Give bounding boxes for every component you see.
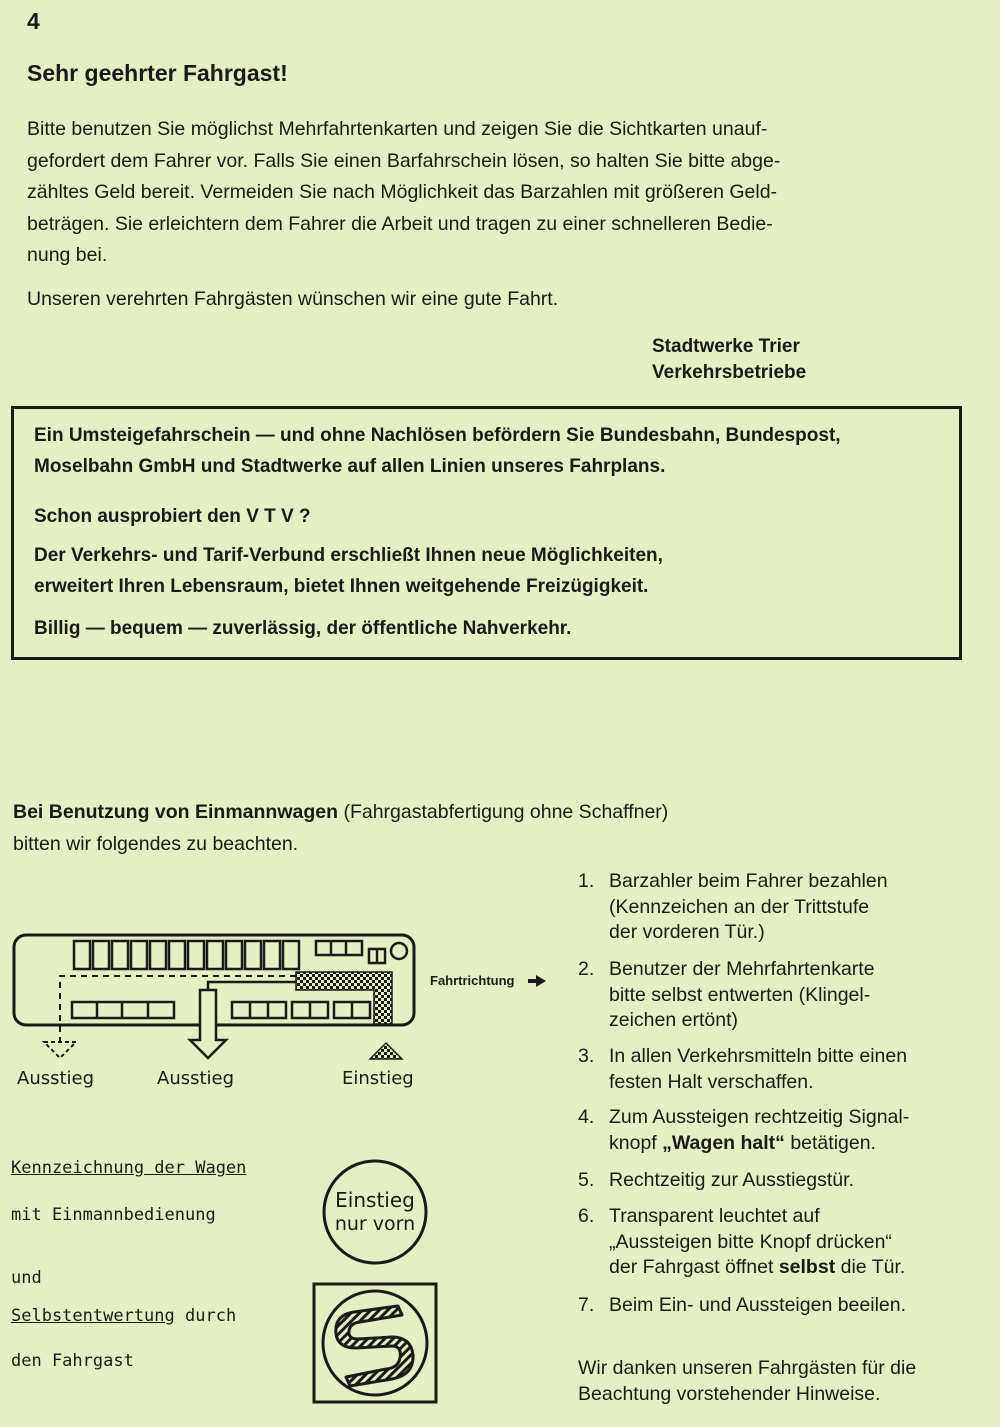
marking-line-underlined: Kennzeichnung der Wagen — [11, 1158, 247, 1178]
step-line: bitte selbst entwerten (Klingel- — [609, 983, 871, 1006]
bus-diagram — [0, 920, 570, 1105]
signature-line: Stadtwerke Trier — [652, 336, 800, 357]
intro-line: gefordert dem Fahrer vor. Falls Sie einen Barfahrschein lösen, so halten Sie bitte abge- — [27, 149, 781, 172]
section-title — [13, 796, 913, 860]
info-line: Der Verkehrs- und Tarif-Verbund erschließt Ihnen neue Möglichkeiten, — [34, 545, 663, 566]
step-line-bold: selbst — [778, 1256, 836, 1278]
step-number: 5. — [578, 1169, 595, 1191]
badge-line: nur vorn — [334, 1213, 416, 1235]
marking-line-rest: durch — [174, 1306, 237, 1326]
direction-arrow-icon — [528, 975, 546, 987]
step-number: 4. — [578, 1106, 595, 1128]
steering-wheel-icon — [391, 943, 407, 959]
exit-label-rear: Ausstieg — [17, 1068, 95, 1089]
step-line-bold: „Wagen halt“ — [662, 1131, 785, 1154]
section-title-bold: Bei Benutzung von Einmannwagen — [13, 801, 339, 823]
info-line: Ein Umsteigefahrschein — und ohne Nachlösen befördern Sie Bundesbahn, Bundespost, — [34, 425, 841, 446]
info-line: erweitert Ihren Lebensraum, bietet Ihnen weitgehende Freizügigkeit. — [34, 576, 649, 597]
intro-line: zähltes Geld bereit. Vermeiden Sie nach Möglichkeit das Barzahlen mit größeren Geld- — [27, 181, 778, 203]
signature-line: Verkehrsbetriebe — [652, 362, 807, 383]
step-line: zeichen ertönt) — [609, 1009, 738, 1031]
wish-text: Unseren verehrten Fahrgästen wünschen wir eine gute Fahrt. — [27, 288, 559, 310]
step-text — [609, 1044, 989, 1095]
marking-line-underlined: Selbstentwertung — [11, 1306, 175, 1326]
info-line: Moselbahn GmbH und Stadtwerke auf allen Linien unseres Fahrplans. — [34, 456, 666, 477]
step-line-part: der Fahrgast öffnet — [609, 1256, 779, 1278]
entry-label: Einstieg — [342, 1068, 414, 1089]
marking-line: den Fahrgast — [11, 1351, 134, 1371]
section-title-line2: bitten wir folgendes zu beachten. — [13, 833, 299, 855]
intro-line: Bitte benutzen Sie möglichst Mehrfahrtenkarten und zeigen Sie die Sichtkarten unauf- — [27, 118, 768, 140]
info-box — [11, 406, 962, 660]
step-text — [609, 1293, 989, 1319]
step-line: Rechtzeitig zur Ausstiegstür. — [609, 1169, 854, 1191]
step-text — [609, 957, 989, 1034]
section-title-rest: (Fahrgastabfertigung ohne Schaffner) — [338, 801, 669, 823]
step-line — [609, 1255, 989, 1281]
step-line: Transparent leuchtet auf — [609, 1205, 820, 1227]
rear-exit-arrow-icon — [44, 1042, 76, 1058]
entry-arrow-icon — [370, 1043, 402, 1059]
step-number: 1. — [578, 870, 595, 892]
page-number: 4 — [27, 8, 40, 34]
thanks-text — [578, 1355, 988, 1407]
intro-paragraph — [27, 114, 932, 272]
thanks-line: Beachtung vorstehender Hinweise. — [578, 1383, 881, 1405]
marking-line — [11, 1306, 236, 1326]
step-line: festen Halt verschaffen. — [609, 1070, 814, 1093]
exit-label-middle: Ausstieg — [157, 1068, 235, 1089]
intro-line: beträgen. Sie erleichtern dem Fahrer die Arbeit und tragen zu einer schnelleren Bedie- — [27, 212, 773, 235]
bus-seats-bottom — [72, 1002, 370, 1018]
step-text — [609, 869, 989, 946]
info-line: Billig — bequem — zuverlässig, der öffentliche Nahverkehr. — [34, 618, 572, 639]
step-line-part: die Tür. — [835, 1256, 906, 1278]
rear-exit-path — [60, 976, 296, 1045]
step-text — [609, 1168, 989, 1194]
bus-seats-top — [74, 941, 385, 969]
step-line: Benutzer der Mehrfahrtenkarte — [609, 958, 875, 980]
self-validation-logo-icon — [312, 1282, 438, 1404]
step-number: 2. — [578, 958, 595, 980]
step-line: Zum Aussteigen rechtzeitig Signal- — [609, 1106, 910, 1128]
thanks-line: Wir danken unseren Fahrgästen für die — [578, 1357, 917, 1379]
step-line: Barzahler beim Fahrer bezahlen — [609, 870, 888, 892]
info-line: Schon ausprobiert den V T V ? — [34, 506, 311, 527]
step-text — [609, 1204, 989, 1281]
entry-front-only-badge — [320, 1157, 430, 1267]
step-line: der vorderen Tür.) — [609, 921, 765, 943]
step-number: 7. — [578, 1294, 595, 1316]
middle-exit-path — [208, 982, 296, 1040]
direction-label: Fahrtrichtung — [430, 973, 515, 988]
step-line-part: knopf — [609, 1131, 663, 1154]
step-number: 6. — [578, 1205, 595, 1227]
step-line — [609, 1131, 989, 1157]
step-line-part: betätigen. — [784, 1131, 876, 1154]
step-number: 3. — [578, 1045, 595, 1067]
greeting-heading: Sehr geehrter Fahrgast! — [27, 60, 288, 86]
step-line: Beim Ein- und Aussteigen beeilen. — [609, 1294, 907, 1316]
intro-line: nung bei. — [27, 244, 108, 266]
step-line: In allen Verkehrsmitteln bitte einen — [609, 1045, 908, 1067]
step-line: (Kennzeichen an der Trittstufe — [609, 895, 870, 918]
marking-line: mit Einmannbedienung — [11, 1205, 216, 1225]
step-text — [609, 1105, 989, 1156]
section-title-line — [13, 796, 913, 828]
marking-line: und — [11, 1268, 42, 1288]
marking-line — [11, 1158, 246, 1178]
badge-line: Einstieg — [335, 1188, 415, 1212]
signature — [652, 334, 806, 386]
step-line: „Aussteigen bitte Knopf drücken“ — [609, 1230, 892, 1253]
